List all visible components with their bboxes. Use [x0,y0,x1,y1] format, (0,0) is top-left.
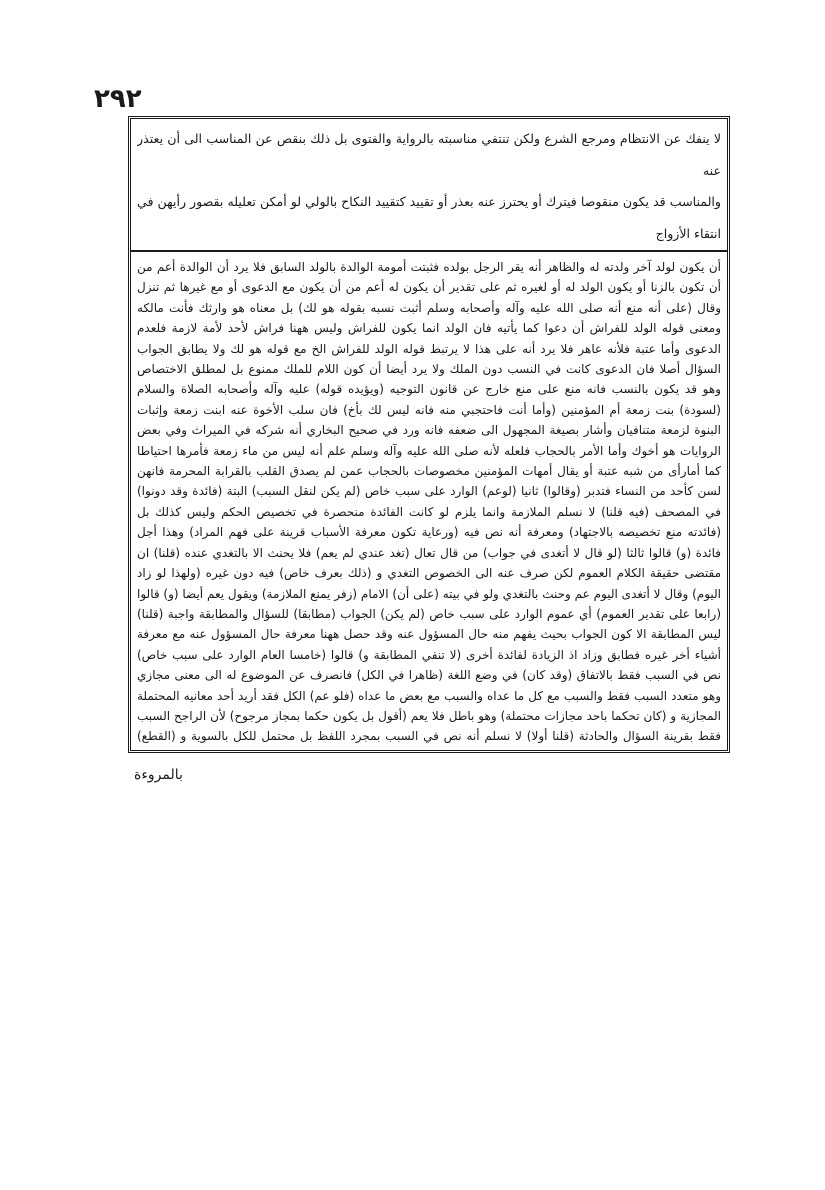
main-text-block [137,257,721,746]
main-text-paragraph: أن يكون لولد آخر ولدته له والظاهر أنه يقر الرجل بولده فثبتت أمومة الوالدة بالولد السابق فلا يرد أن الوالدة أعم من أن تكون بالزنا أو يكون الولد له أو لغيره ثم على تقدير أن يكون له أعم من أن يكون مع الدعوى أو مع غيرها ثم تنزل وقال (على أنه منع أنه صلى الله عليه وآله وأصحابه وسلم أثبت نسبه بقوله هو لك) بل معناه هو وارثك فأنت مالكه ومعنى قوله الولد للفراش أن دعوا كما يأتيه فان الولد انما يكون للفراش وليس ههنا فراش لأحد لأمة لازمة فلعدم الدعوى وأما عتبة فلأنه عاهر فلا يرد أنه على هذا لا يرتبط قوله الولد للفراش الخ مع قوله هو لك ولا يطابق الجواب السؤال أصلا فان الدعوى كانت في النسب دون الملك ولا يرد أيضا أن كون اللام للملك ممنوع بل لمطلق الاختصاص وهو قد يكون بالنسب فانه منع على منع خارج عن قانون التوجيه (ويؤيده قوله) عليه وآله وأصحابه الصلاة والسلام (لسودة) بنت زمعة أم المؤمنين (وأما أنت فاحتجبي منه فانه ليس لك بأخ) فان سلب الأخوة عنه ابنت زمعة وإثبات البنوة لزمعة متنافيان وأشار بصيغة المجهول الى ضعفه فانه ورد في صحيح البخاري أنه شركه في الميراث وفي بعض الروايات هو أخوك وأما الأمر بالحجاب فلعله لأنه صلى الله عليه وآله وسلم علم أنه ليس من ماء زمعة فأمرها احتياطا كما أمارأى من شبه عتبة أو يقال أمهات المؤمنين مخصوصات بالحجاب عمن لم يصدق القلب بالقرابة المحرمة فانهن لسن كأحد من النساء فتدبر (وقالوا) ثانيا (لوعم) الوارد على سبب خاص (لم يكن لنقل السبب) البتة (فائدة وقد دونوا) في المصحف (فيه قلنا) لا نسلم الملازمة وانما يلزم لو كانت الفائدة منحصرة في تخصيص الحكم وليس كذلك بل (فائدته منع تخصيصه بالاجتهاد) ومعرفة أنه نص فيه (ورعاية تكون معرفة الأسباب قرينة على فهم المراد) وهذا أجل فائدة (و) قالوا ثالثا (لو قال لا أتغدى في جواب) من قال تعال (تغد عندي لم يعم) فلا يحنث الا بالتغدي عنده (قلنا) ان مقتضى حقيقة الكلام العموم لكن صرف عنه الى الخصوص التغدي و (ذلك بعرف خاص) فيه دون غيره (ولهذا لو زاد اليوم) وقال لا أتغدى اليوم عم وحنث بالتغدي ولو في بيته (على أن) الامام (زفر يمنع الملازمة) ويقول يعم أيضا (و) قالوا (رابعا على تقدير العموم) أي عموم الوارد على سبب خاص (لم يكن) الجواب (مطابقا) للسؤال والمطابقة واجبة (قلنا) ليس المطابقة الا كون الجواب بحيث يفهم منه حال المسؤول عنه وقد حصل ههنا معرفة حال المسؤول عنه مع معرفة أشياء أخر غيره فطابق وزاد اذ الزيادة لفائدة أخرى (لا تنفي المطابقة و) قالوا (خامسا العام الوارد على سبب خاص) نص في السبب فقط بالاتفاق (وقد كان) في وضع اللغة (ظاهرا في الكل) فانصرف عن الموضوع له الى معنى مجازي وهو متعدد السبب فقط والسبب مع كل ما عداه والسبب مع بعض ما عداه (فلو عم) الكل فقد أريد أحد معانيه المحتملة المجازية و (كان تحكما باحد مجازات محتملة) وهو باطل فلا يعم (أقول بل يكون حكما بمجاز مرجوح) لأن الراجح السبب فقط بقرينة السؤال والحادثة (قلنا أولا) لا نسلم أنه نص في السبب بمجرد اللفظ بل محتمل للكل بالسوية و (القطع) [137,260,721,744]
top-text-block [137,123,721,249]
top-text-line: لا ينفك عن الانتظام ومرجع الشرع ولكن تنتفي مناسبته بالرواية والفتوى بل ذلك بنقص عن المناسب الى أن يعتذر عنه [137,131,721,178]
section-divider [131,250,727,252]
catchword: بالمروءة [134,767,183,783]
page-number: ٢٩٢ [94,84,142,114]
top-text-line: والمناسب قد يكون منقوصا فيترك أو يحترز عنه بعذر أو تقييد كتقييد النكاح بالولي لو أمكن تعليله بقصور رأيهن في انتقاء الأزواج [137,194,721,241]
text-frame [128,116,730,753]
